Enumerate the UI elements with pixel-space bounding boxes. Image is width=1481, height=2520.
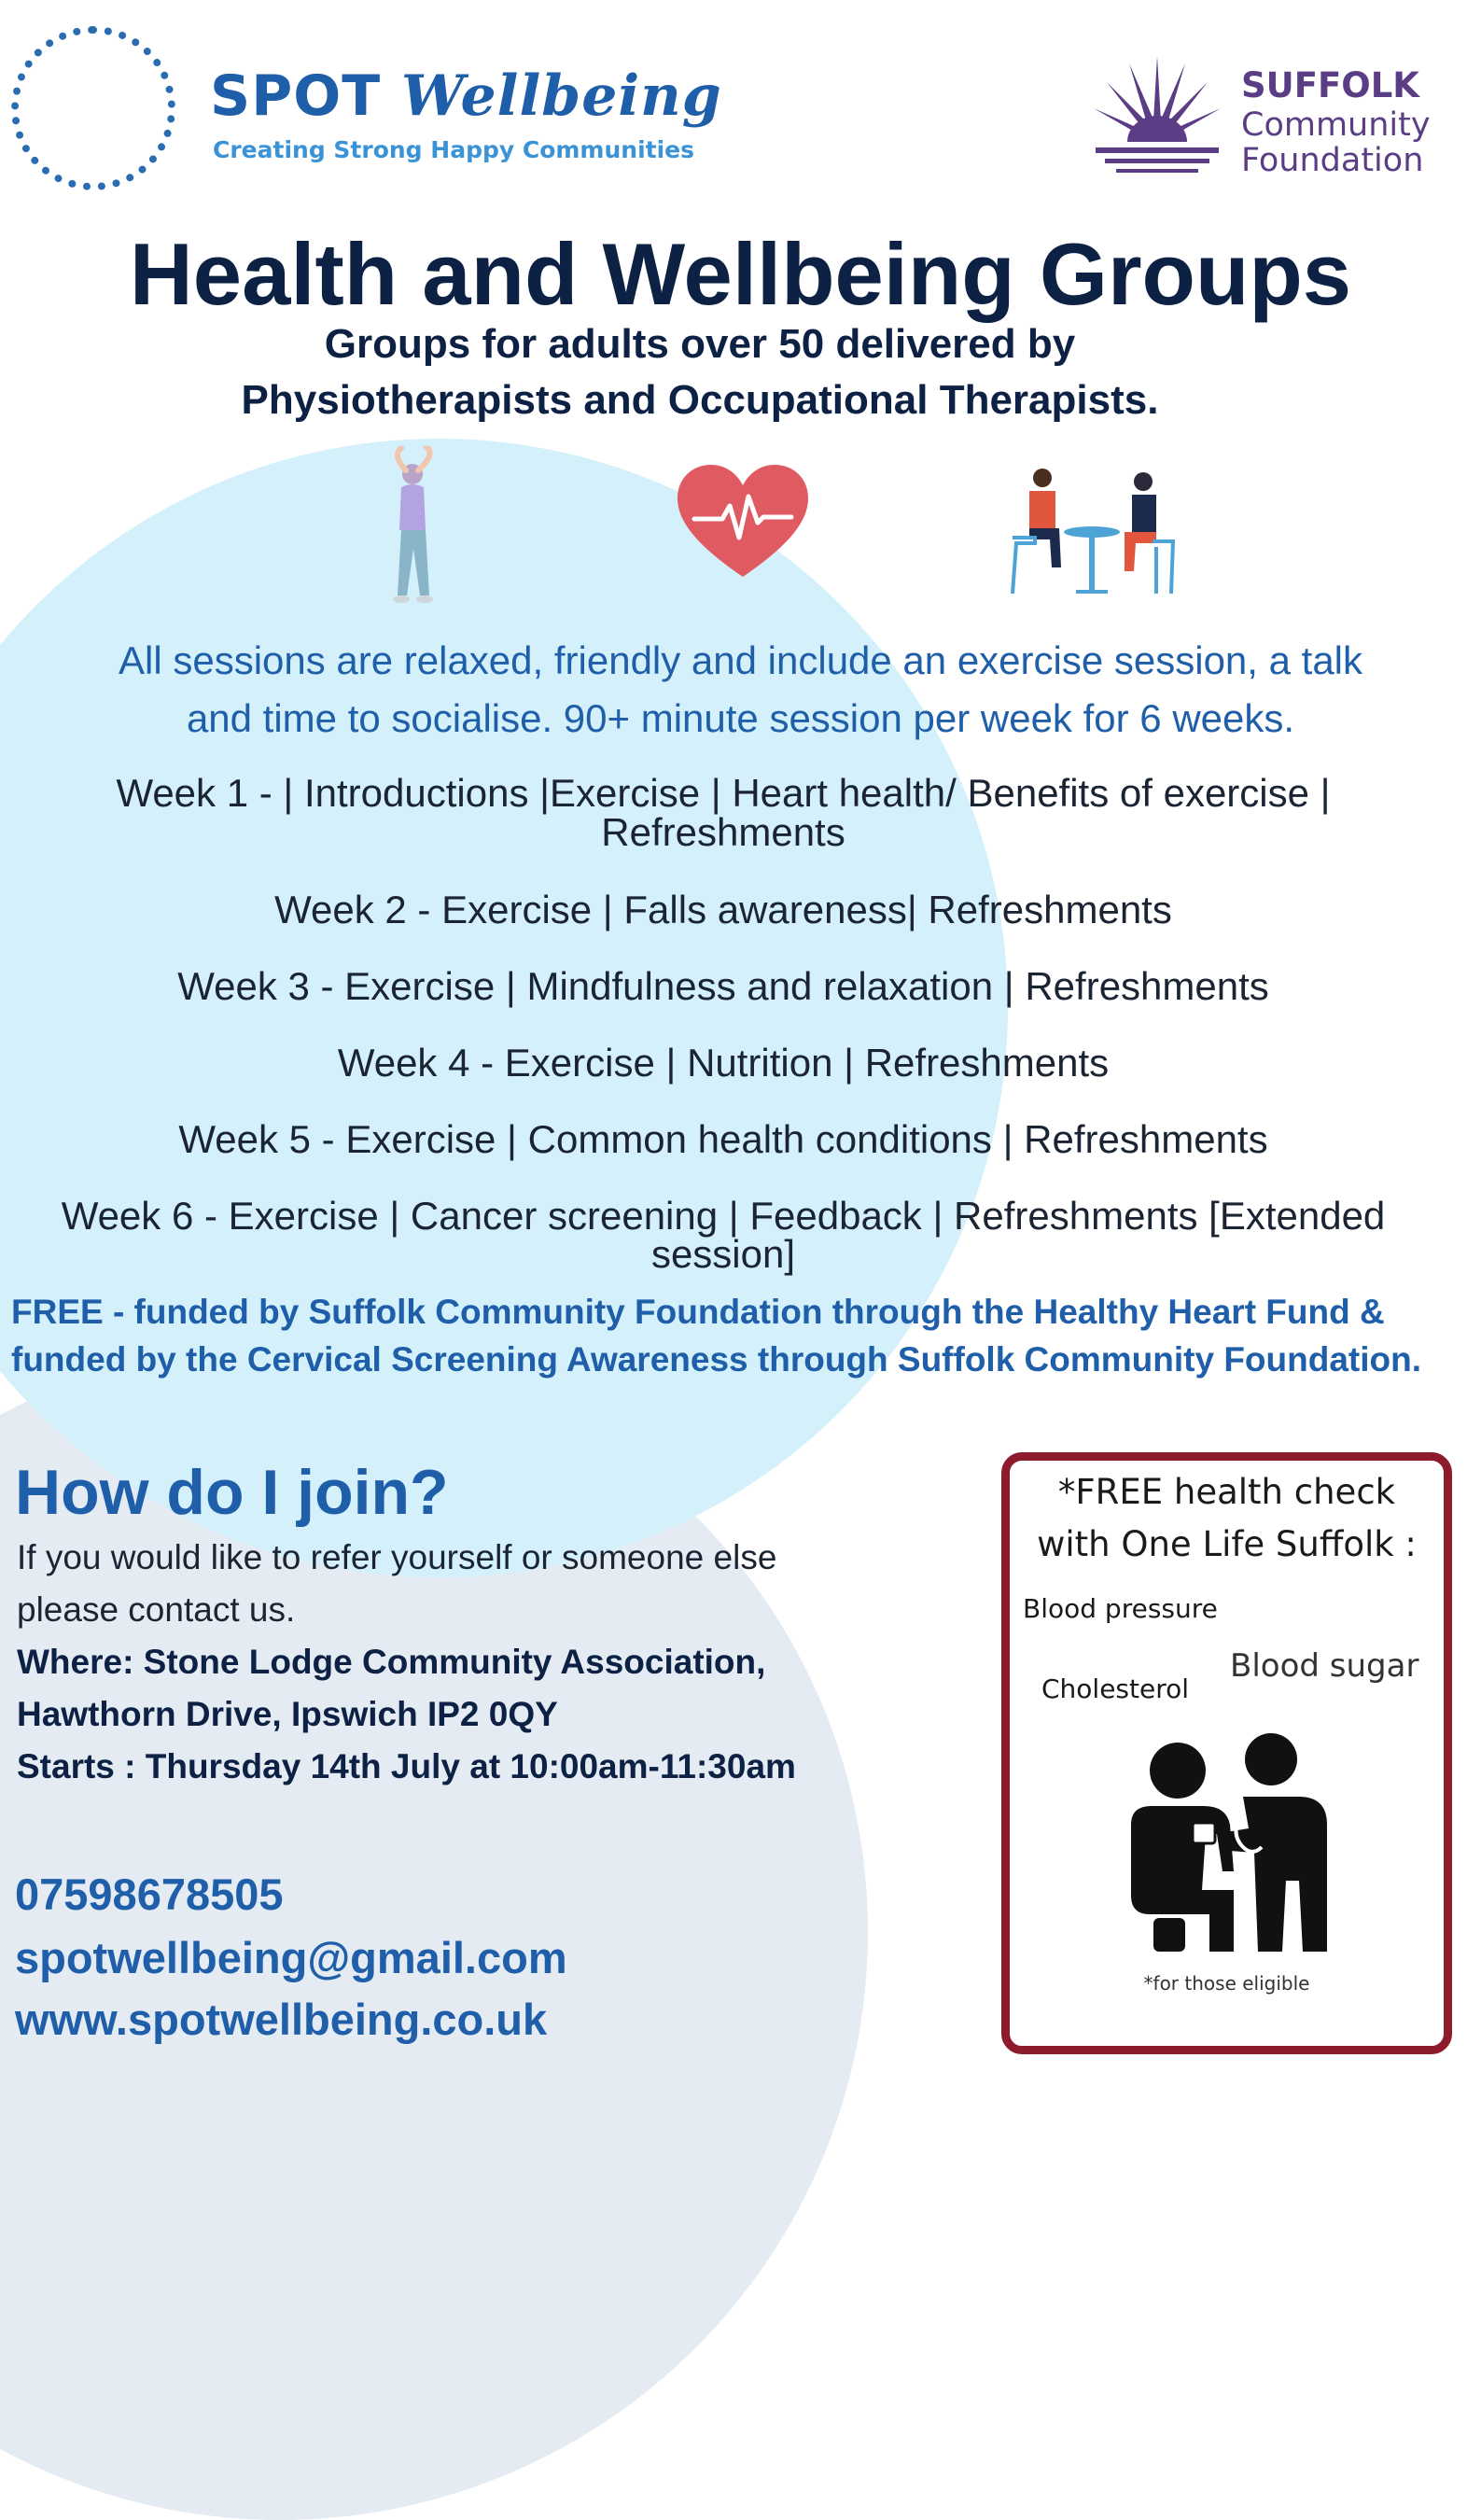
contact-phone[interactable]: 07598678505 — [15, 1869, 284, 1919]
eligibility-note: *for those eligible — [1143, 1972, 1310, 1995]
spot-logo-ring — [11, 26, 175, 190]
check-item-blood-pressure: Blood pressure — [1023, 1593, 1218, 1624]
spot-wellbeing-logo-text — [210, 63, 722, 129]
location-line1: Where: Stone Lodge Community Association, — [17, 1643, 766, 1681]
brand-name-first: SPOT — [210, 63, 382, 129]
start-date: Starts : Thursday 14th July at 10:00am-11:30am — [17, 1747, 796, 1785]
friends-coffee-icon — [1003, 463, 1181, 603]
partner-name-line1: SUFFOLK — [1241, 65, 1419, 105]
check-item-cholesterol: Cholesterol — [1041, 1673, 1190, 1704]
contact-email[interactable]: spotwellbeing@gmail.com — [15, 1933, 567, 1982]
week-3: Week 3 - Exercise | Mindfulness and relaxation | Refreshments — [177, 964, 1269, 1008]
stretching-woman-icon — [364, 446, 457, 609]
check-item-blood-sugar: Blood sugar — [1230, 1647, 1419, 1685]
partner-name-line2: Community — [1241, 106, 1431, 144]
join-text-line2: please contact us. — [17, 1590, 296, 1629]
funding-statement: FREE - funded by Suffolk Community Foundation through the Healthy Heart Fund & funded by the Cervical Screening Awareness through Suffolk Community Foundation. — [11, 1293, 1422, 1379]
sunrise-logo-icon — [1092, 56, 1223, 177]
intro-line2: and time to socialise. 90+ minute session per week for 6 weeks. — [186, 696, 1295, 740]
brand-tagline: Creating Strong Happy Communities — [213, 136, 695, 163]
location-line2: Hawthorn Drive, Ipswich IP2 0QY — [17, 1695, 558, 1733]
week-2: Week 2 - Exercise | Falls awareness| Refreshments — [274, 888, 1172, 931]
week-4: Week 4 - Exercise | Nutrition | Refreshments — [337, 1041, 1110, 1085]
health-check-title-line2: with One Life Suffolk : — [1037, 1524, 1417, 1564]
heart-pulse-icon — [678, 465, 808, 579]
join-text-line1: If you would like to refer yourself or someone else — [17, 1538, 777, 1576]
page-title: Health and Wellbeing Groups — [129, 225, 1352, 323]
intro-line1: All sessions are relaxed, friendly and include an exercise session, a talk — [118, 638, 1363, 682]
week-6-line1: Week 6 - Exercise | Cancer screening | Feedback | Refreshments [Extended — [61, 1194, 1386, 1238]
doctor-patient-icon — [1112, 1731, 1336, 1955]
join-heading: How do I join? — [15, 1457, 449, 1528]
health-check-title-line1: *FREE health check — [1057, 1472, 1396, 1512]
background-circle-blue — [0, 439, 1008, 1577]
brand-name-second: Wellbeing — [401, 63, 722, 129]
contact-website[interactable]: www.spotwellbeing.co.uk — [15, 1995, 548, 2044]
week-5: Week 5 - Exercise | Common health conditions | Refreshments — [178, 1117, 1268, 1161]
week-6-line2: session] — [650, 1232, 796, 1276]
week-1-line1: Week 1 - | Introductions |Exercise | Heart health/ Benefits of exercise | — [116, 771, 1331, 815]
health-check-box — [1001, 1452, 1452, 2054]
week-1-line2: Refreshments — [601, 810, 845, 854]
subtitle-line1: Groups for adults over 50 delivered by — [324, 321, 1076, 367]
partner-name-line3: Foundation — [1241, 142, 1424, 179]
subtitle-line2: Physiotherapists and Occupational Therapists. — [241, 377, 1159, 423]
